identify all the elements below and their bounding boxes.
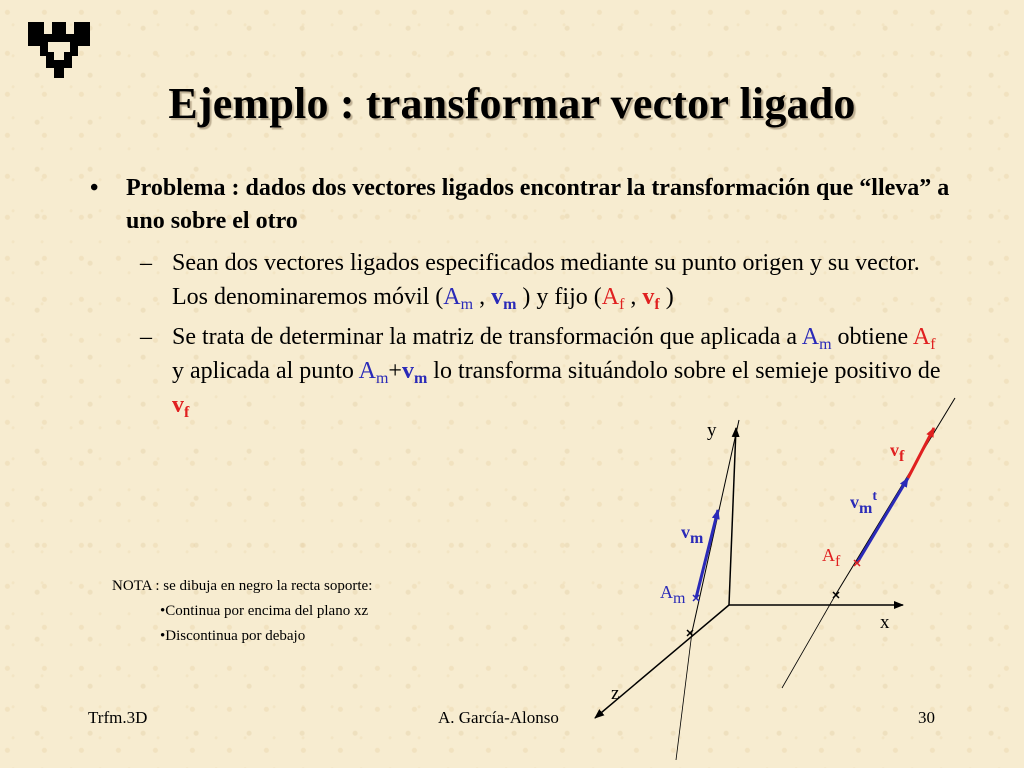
nota-line-3: •Discontinua por debajo: [160, 628, 306, 644]
footer-author: A. García-Alonso: [438, 708, 559, 727]
subbullet-2-text: Se trata de determinar la matriz de transformación que aplicada a $A_m$ obtiene $A_f$ y aplicada al punto $A_m+v_m$ lo transforma situándolo sobre el semieje positivo de $v_f$: [172, 324, 941, 421]
bullet-text: Problema : dados dos vectores ligados encontrar la transformación que “lleva” a uno sobre el otro: [126, 175, 950, 234]
slide-title: Ejemplo : transformar vector ligado: [168, 79, 856, 128]
page-number: 30: [918, 708, 935, 727]
footer-left: Trfm.3D: [88, 708, 148, 727]
axis-z-label: z: [611, 683, 620, 704]
vm-label: $v_m$: [681, 522, 704, 547]
axis-y-label: y: [707, 420, 717, 441]
nota-block: [112, 574, 372, 649]
support-line-right-below: [782, 594, 836, 688]
axis-x-label: x: [880, 612, 890, 633]
vmt-arrow: [857, 478, 908, 563]
nota-line-2: •Continua por encima del plano xz: [160, 603, 369, 619]
vmt-label: $v_m^t$: [850, 489, 877, 517]
am-label: $A_m$: [660, 582, 686, 607]
support-line-left-below: [676, 632, 692, 760]
dash-mark: –: [140, 324, 152, 350]
subbullet-1-text: Sean dos vectores ligados especificados mediante su punto origen y su vector. Los denominaremos móvil ($A_m$ , $v_m$ ) y fijo ($A_f$ , $v_f$ ): [172, 250, 920, 313]
bullet-mark: •: [90, 175, 99, 201]
af-label: $A_f$: [822, 545, 841, 570]
dash-mark: –: [140, 250, 152, 276]
intersection-marker-right: [833, 592, 839, 598]
vf-arrow: [908, 428, 934, 478]
vf-label: $v_f$: [890, 440, 905, 465]
nota-line-1: NOTA : se dibuja en negro la recta soporte:: [112, 578, 373, 594]
axis-y-line: [729, 428, 736, 605]
